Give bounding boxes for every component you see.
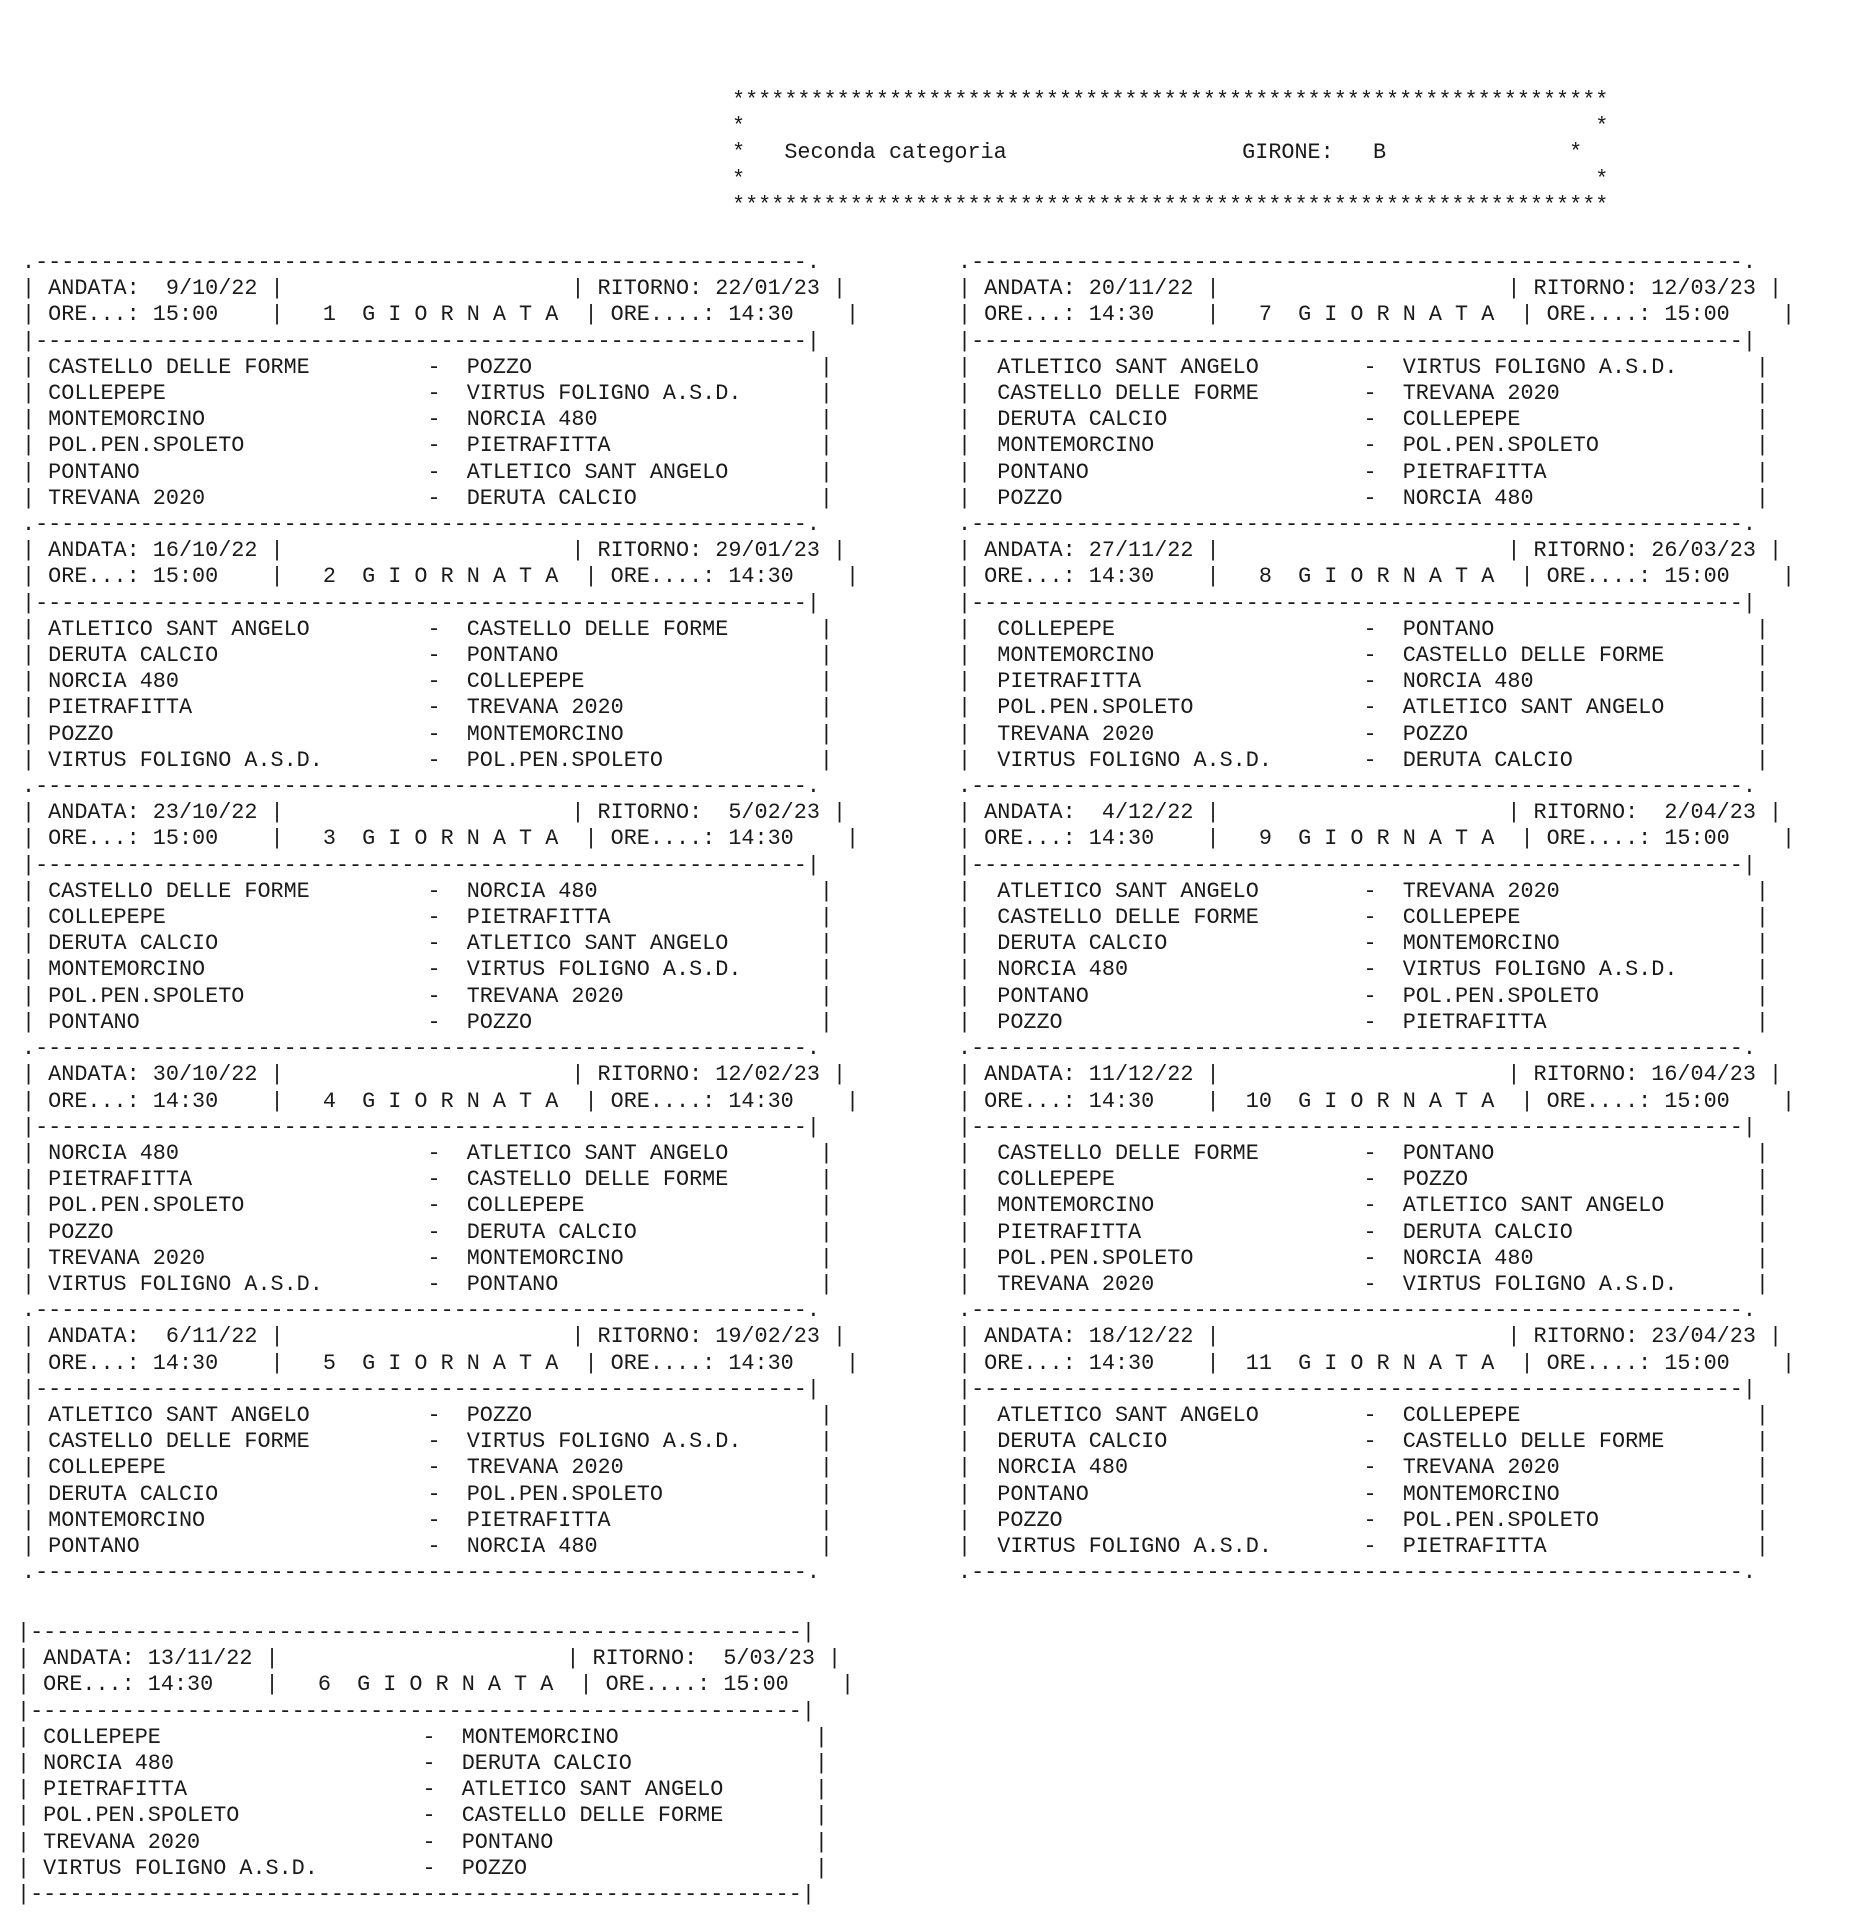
match-row: | PIETRAFITTA - NORCIA 480 |	[958, 669, 1769, 695]
table-border-line: |-----------------------------------------------------------|	[17, 1620, 815, 1645]
match-row: | ATLETICO SANT ANGELO - CASTELLO DELLE FORME |	[22, 616, 833, 642]
table-border-line: .-----------------------------------------------------------.	[958, 512, 1756, 538]
table-border-line: .-----------------------------------------------------------.	[22, 1298, 820, 1324]
match-row: | TREVANA 2020 - PONTANO |	[17, 1829, 828, 1855]
match-row: | MONTEMORCINO - NORCIA 480 |	[22, 407, 833, 433]
match-row: | COLLEPEPE - TREVANA 2020 |	[22, 1455, 833, 1481]
match-row: | VIRTUS FOLIGNO A.S.D. - POL.PEN.SPOLETO |	[22, 747, 833, 773]
match-row: | MONTEMORCINO - ATLETICO SANT ANGELO |	[958, 1193, 1769, 1219]
match-row: | COLLEPEPE - PONTANO |	[958, 616, 1769, 642]
match-row: | COLLEPEPE - POZZO |	[958, 1167, 1769, 1193]
match-row: | POZZO - DERUTA CALCIO |	[22, 1219, 833, 1245]
table-border-line: .-----------------------------------------------------------.	[22, 512, 820, 538]
andata-ritorno-dates-line: | ANDATA: 6/11/22 | | RITORNO: 19/02/23 |	[22, 1324, 847, 1350]
giornata-header-line: | ORE...: 14:30 | 10 G I O R N A T A | ORE....: 15:00 |	[958, 1088, 1796, 1114]
giornata-header-line: | ORE...: 14:30 | 9 G I O R N A T A | ORE....: 15:00 |	[958, 826, 1796, 852]
giornata-header-line: | ORE...: 14:30 | 6 G I O R N A T A | ORE....: 15:00 |	[17, 1672, 855, 1698]
match-row: | VIRTUS FOLIGNO A.S.D. - PONTANO |	[22, 1271, 833, 1297]
match-row: | POL.PEN.SPOLETO - CASTELLO DELLE FORME |	[17, 1803, 828, 1829]
title-line-suffix: *	[1386, 140, 1583, 166]
match-row: | NORCIA 480 - DERUTA CALCIO |	[17, 1751, 828, 1777]
match-row: | DERUTA CALCIO - MONTEMORCINO |	[958, 931, 1769, 957]
match-row: | PIETRAFITTA - CASTELLO DELLE FORME |	[22, 1167, 833, 1193]
table-border-line: .-----------------------------------------------------------.	[22, 1560, 820, 1586]
title-border-blank: * *	[732, 166, 1609, 192]
match-row: | PONTANO - ATLETICO SANT ANGELO |	[22, 459, 833, 485]
andata-ritorno-dates-line: | ANDATA: 30/10/22 | | RITORNO: 12/02/23 |	[22, 1062, 847, 1088]
match-row: | NORCIA 480 - ATLETICO SANT ANGELO |	[22, 1140, 833, 1166]
table-border-line: |-----------------------------------------------------------|	[958, 1114, 1756, 1140]
girone-label: GIRONE:	[1242, 140, 1334, 166]
match-row: | CASTELLO DELLE FORME - NORCIA 480 |	[22, 878, 833, 904]
match-row: | POL.PEN.SPOLETO - NORCIA 480 |	[958, 1245, 1769, 1271]
match-row: | TREVANA 2020 - MONTEMORCINO |	[22, 1245, 833, 1271]
table-border-line: .-----------------------------------------------------------.	[22, 250, 820, 275]
match-row: | ATLETICO SANT ANGELO - COLLEPEPE |	[958, 1402, 1769, 1428]
giornata-header-line: | ORE...: 15:00 | 3 G I O R N A T A | ORE....: 14:30 |	[22, 826, 860, 852]
match-row: | POZZO - POL.PEN.SPOLETO |	[958, 1507, 1769, 1533]
andata-ritorno-dates-line: | ANDATA: 18/12/22 | | RITORNO: 23/04/23 |	[958, 1324, 1783, 1350]
match-row: | MONTEMORCINO - CASTELLO DELLE FORME |	[958, 643, 1769, 669]
match-row: | DERUTA CALCIO - POL.PEN.SPOLETO |	[22, 1481, 833, 1507]
andata-ritorno-dates-line: | ANDATA: 27/11/22 | | RITORNO: 26/03/23 |	[958, 538, 1783, 564]
match-row: | CASTELLO DELLE FORME - TREVANA 2020 |	[958, 381, 1769, 407]
match-row: | TREVANA 2020 - DERUTA CALCIO |	[22, 485, 833, 511]
giornata-header-line: | ORE...: 14:30 | 7 G I O R N A T A | ORE....: 15:00 |	[958, 302, 1796, 328]
match-row: | VIRTUS FOLIGNO A.S.D. - POZZO |	[17, 1855, 828, 1881]
schedule-column-right	[958, 250, 1795, 1586]
andata-ritorno-dates-line: | ANDATA: 11/12/22 | | RITORNO: 16/04/23 |	[958, 1062, 1783, 1088]
match-row: | NORCIA 480 - COLLEPEPE |	[22, 669, 833, 695]
match-row: | PONTANO - NORCIA 480 |	[22, 1533, 833, 1559]
match-row: | ATLETICO SANT ANGELO - TREVANA 2020 |	[958, 878, 1769, 904]
table-border-line: .-----------------------------------------------------------.	[958, 774, 1756, 800]
table-border-line: |-----------------------------------------------------------|	[22, 852, 820, 878]
giornata-header-line: | ORE...: 14:30 | 8 G I O R N A T A | ORE....: 15:00 |	[958, 564, 1796, 590]
giornata-header-line: | ORE...: 15:00 | 2 G I O R N A T A | ORE....: 14:30 |	[22, 564, 860, 590]
title-box	[732, 88, 1608, 219]
match-row: | ATLETICO SANT ANGELO - POZZO |	[22, 1402, 833, 1428]
match-row: | MONTEMORCINO - VIRTUS FOLIGNO A.S.D. |	[22, 957, 833, 983]
match-row: | POL.PEN.SPOLETO - TREVANA 2020 |	[22, 983, 833, 1009]
table-border-line: .-----------------------------------------------------------.	[958, 1036, 1756, 1062]
table-border-line: .-----------------------------------------------------------.	[958, 250, 1756, 275]
giornata-header-line: | ORE...: 15:00 | 1 G I O R N A T A | ORE....: 14:30 |	[22, 302, 860, 328]
andata-ritorno-dates-line: | ANDATA: 4/12/22 | | RITORNO: 2/04/23 |	[958, 800, 1783, 826]
table-border-line: |-----------------------------------------------------------|	[958, 1376, 1756, 1402]
match-row: | PONTANO - PIETRAFITTA |	[958, 459, 1769, 485]
match-row: | PIETRAFITTA - DERUTA CALCIO |	[958, 1219, 1769, 1245]
title-border-bottom: *******************************************************************	[732, 192, 1609, 218]
match-row: | TREVANA 2020 - POZZO |	[958, 721, 1769, 747]
table-border-line: |-----------------------------------------------------------|	[958, 590, 1756, 616]
table-border-line: |-----------------------------------------------------------|	[22, 1114, 820, 1140]
table-border-line: .-----------------------------------------------------------.	[958, 1560, 1756, 1586]
andata-ritorno-dates-line: | ANDATA: 16/10/22 | | RITORNO: 29/01/23 |	[22, 538, 847, 564]
match-row: | COLLEPEPE - PIETRAFITTA |	[22, 905, 833, 931]
match-row: | POL.PEN.SPOLETO - ATLETICO SANT ANGELO |	[958, 695, 1769, 721]
girone-value: B	[1372, 140, 1387, 166]
match-row: | POL.PEN.SPOLETO - COLLEPEPE |	[22, 1193, 833, 1219]
match-row: | PIETRAFITTA - TREVANA 2020 |	[22, 695, 833, 721]
match-row: | PIETRAFITTA - ATLETICO SANT ANGELO |	[17, 1777, 828, 1803]
match-row: | NORCIA 480 - VIRTUS FOLIGNO A.S.D. |	[958, 957, 1769, 983]
match-row: | CASTELLO DELLE FORME - COLLEPEPE |	[958, 905, 1769, 931]
match-row: | PONTANO - POZZO |	[22, 1009, 833, 1035]
match-row: | MONTEMORCINO - POL.PEN.SPOLETO |	[958, 433, 1769, 459]
giornata-header-line: | ORE...: 14:30 | 5 G I O R N A T A | ORE....: 14:30 |	[22, 1350, 860, 1376]
match-row: | PONTANO - POL.PEN.SPOLETO |	[958, 983, 1769, 1009]
match-row: | COLLEPEPE - MONTEMORCINO |	[17, 1724, 828, 1750]
match-row: | COLLEPEPE - VIRTUS FOLIGNO A.S.D. |	[22, 381, 833, 407]
table-border-line: |-----------------------------------------------------------|	[22, 590, 820, 616]
match-row: | TREVANA 2020 - VIRTUS FOLIGNO A.S.D. |	[958, 1271, 1769, 1297]
match-row: | CASTELLO DELLE FORME - POZZO |	[22, 354, 833, 380]
title-border-top: *******************************************************************	[732, 88, 1609, 113]
match-row: | POZZO - MONTEMORCINO |	[22, 721, 833, 747]
giornata-header-line: | ORE...: 14:30 | 11 G I O R N A T A | ORE....: 15:00 |	[958, 1350, 1796, 1376]
table-border-line: |-----------------------------------------------------------|	[958, 852, 1756, 878]
title-border-blank: * *	[732, 114, 1609, 140]
table-border-line: |-----------------------------------------------------------|	[958, 328, 1756, 354]
schedule-block-giornata-6	[17, 1620, 854, 1908]
match-row: | DERUTA CALCIO - ATLETICO SANT ANGELO |	[22, 931, 833, 957]
match-row: | CASTELLO DELLE FORME - PONTANO |	[958, 1140, 1769, 1166]
schedule-column-left	[22, 250, 859, 1586]
andata-ritorno-dates-line: | ANDATA: 23/10/22 | | RITORNO: 5/02/23 |	[22, 800, 847, 826]
andata-ritorno-dates-line: | ANDATA: 9/10/22 | | RITORNO: 22/01/23 |	[22, 276, 847, 302]
table-border-line: |-----------------------------------------------------------|	[22, 1376, 820, 1402]
match-row: | DERUTA CALCIO - PONTANO |	[22, 643, 833, 669]
match-row: | POZZO - NORCIA 480 |	[958, 485, 1769, 511]
match-row: | DERUTA CALCIO - CASTELLO DELLE FORME |	[958, 1429, 1769, 1455]
match-row: | VIRTUS FOLIGNO A.S.D. - DERUTA CALCIO |	[958, 747, 1769, 773]
table-border-line: |-----------------------------------------------------------|	[17, 1882, 815, 1908]
title-line-prefix: *	[732, 140, 785, 166]
table-border-line: |-----------------------------------------------------------|	[22, 328, 820, 354]
match-row: | POZZO - PIETRAFITTA |	[958, 1009, 1769, 1035]
match-row: | DERUTA CALCIO - COLLEPEPE |	[958, 407, 1769, 433]
giornata-header-line: | ORE...: 14:30 | 4 G I O R N A T A | ORE....: 14:30 |	[22, 1088, 860, 1114]
table-border-line: .-----------------------------------------------------------.	[22, 1036, 820, 1062]
table-border-line: |-----------------------------------------------------------|	[17, 1698, 815, 1724]
girone-gap	[1334, 140, 1373, 165]
match-row: | VIRTUS FOLIGNO A.S.D. - PIETRAFITTA |	[958, 1533, 1769, 1559]
table-border-line: .-----------------------------------------------------------.	[958, 1298, 1756, 1324]
match-row: | MONTEMORCINO - PIETRAFITTA |	[22, 1507, 833, 1533]
match-row: | NORCIA 480 - TREVANA 2020 |	[958, 1455, 1769, 1481]
andata-ritorno-dates-line: | ANDATA: 13/11/22 | | RITORNO: 5/03/23 |	[17, 1646, 842, 1672]
match-row: | ATLETICO SANT ANGELO - VIRTUS FOLIGNO A.S.D. |	[958, 354, 1769, 380]
match-row: | CASTELLO DELLE FORME - VIRTUS FOLIGNO A.S.D. |	[22, 1429, 833, 1455]
match-row: | POL.PEN.SPOLETO - PIETRAFITTA |	[22, 433, 833, 459]
andata-ritorno-dates-line: | ANDATA: 20/11/22 | | RITORNO: 12/03/23 |	[958, 276, 1783, 302]
category-name: Seconda categoria	[784, 140, 1007, 166]
table-border-line: .-----------------------------------------------------------.	[22, 774, 820, 800]
match-row: | PONTANO - MONTEMORCINO |	[958, 1481, 1769, 1507]
title-gap	[1007, 140, 1242, 165]
